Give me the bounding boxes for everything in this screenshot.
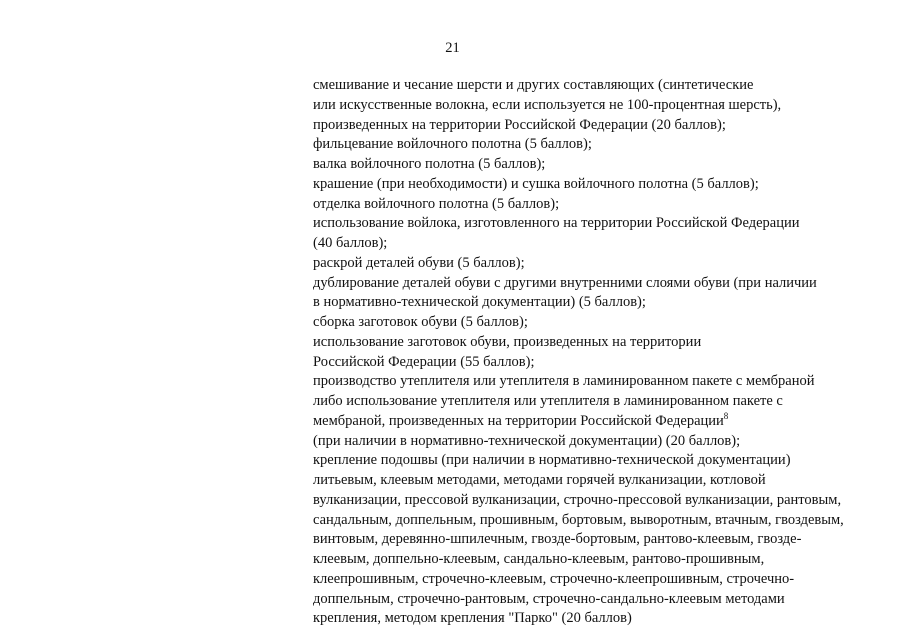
document-body xyxy=(313,76,844,629)
text-line-content: доппельным, строчечно-рантовым, строчечно-сандально-клеевым методами xyxy=(313,590,785,607)
text-line-content: или искусственные волокна, если используется не 100-процентная шерсть), xyxy=(313,96,782,113)
text-line xyxy=(313,293,844,313)
text-line xyxy=(313,392,844,412)
text-line-content: вулканизации, прессовой вулканизации, строчно-прессовой вулканизации, рантовым, xyxy=(313,491,842,508)
text-line-content: отделка войлочного полотна (5 баллов); xyxy=(313,195,560,212)
text-line-content: клеевым, доппельно-клеевым, сандально-клеевым, рантово-прошивным, xyxy=(313,551,765,567)
text-line xyxy=(313,234,844,254)
text-line xyxy=(313,214,844,234)
text-line-content: мембраной, произведенных на территории Российской Федерации xyxy=(313,412,724,429)
text-line xyxy=(313,96,844,116)
text-line xyxy=(313,372,844,392)
text-line-content: в нормативно-технической документации) (5 баллов); xyxy=(313,294,646,311)
text-line-content: Российской Федерации (55 баллов); xyxy=(313,353,535,370)
text-line xyxy=(313,609,844,629)
text-line-content: сандальным, доппельным, прошивным, бортовым, выворотным, втачным, гвоздевым, xyxy=(313,511,844,528)
text-line-content: клеепрошивным, строчечно-клеевым, строчечно-клеепрошивным, строчечно- xyxy=(313,570,795,587)
text-line-content: сборка заготовок обуви (5 баллов); xyxy=(313,314,528,330)
text-line-content: крашение (при необходимости) и сушка войлочного полотна (5 баллов); xyxy=(313,175,759,192)
text-line xyxy=(313,254,844,274)
text-line xyxy=(313,135,844,155)
text-line-content: производство утеплителя или утеплителя в ламинированном пакете с мембраной xyxy=(313,373,815,390)
text-line xyxy=(313,570,844,590)
text-line-content: (при наличии в нормативно-технической документации) (20 баллов); xyxy=(313,432,741,449)
text-line xyxy=(313,195,844,215)
page-number: 21 xyxy=(445,40,460,56)
text-line xyxy=(313,353,844,373)
text-line xyxy=(313,471,844,491)
text-line xyxy=(313,451,844,471)
text-line-content: либо использование утеплителя или утеплителя в ламинированном пакете с xyxy=(313,393,783,409)
text-line xyxy=(313,116,844,136)
text-line xyxy=(313,530,844,550)
text-line-content: смешивание и чесание шерсти и других составляющих (синтетические xyxy=(313,77,754,93)
text-line xyxy=(313,76,844,96)
text-line xyxy=(313,175,844,195)
text-line-content: винтовым, деревянно-шпилечным, гвозде-бортовым, рантово-клеевым, гвозде- xyxy=(313,531,802,548)
text-line-content: использование заготовок обуви, произведенных на территории xyxy=(313,333,702,350)
text-line-content: фильцевание войлочного полотна (5 баллов); xyxy=(313,136,592,153)
text-line xyxy=(313,511,844,531)
text-line xyxy=(313,274,844,294)
text-line-content: крепление подошвы (при наличии в нормативно-технической документации) xyxy=(313,452,791,469)
text-line xyxy=(313,550,844,570)
text-line-content: (40 баллов); xyxy=(313,235,388,251)
text-line xyxy=(313,432,844,452)
text-line xyxy=(313,590,844,610)
text-line xyxy=(313,333,844,353)
text-line-content: валка войлочного полотна (5 баллов); xyxy=(313,156,546,172)
text-line xyxy=(313,412,844,432)
text-line-content: раскрой деталей обуви (5 баллов); xyxy=(313,254,525,271)
text-line-content: произведенных на территории Российской Федерации (20 баллов); xyxy=(313,116,726,133)
text-line xyxy=(313,313,844,333)
text-line-content: литьевым, клеевым методами, методами горячей вулканизации, котловой xyxy=(313,472,766,488)
footnote-reference[interactable]: 8 xyxy=(723,410,729,421)
text-line xyxy=(313,155,844,175)
text-line-content: дублирование деталей обуви с другими внутренними слоями обуви (при наличии xyxy=(313,274,817,291)
text-line-content: использование войлока, изготовленного на территории Российской Федерации xyxy=(313,215,800,232)
text-line-content: крепления, методом крепления "Парко" (20 баллов) xyxy=(313,610,632,627)
text-line xyxy=(313,491,844,511)
